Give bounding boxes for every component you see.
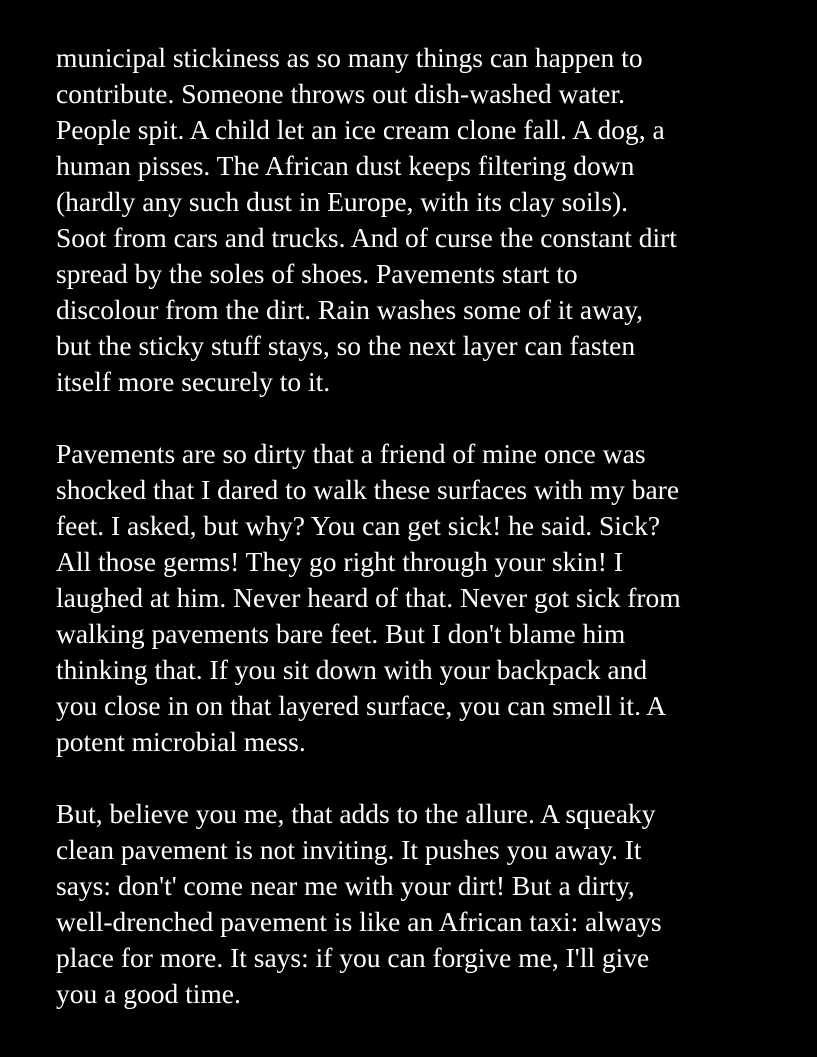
text-line: Soot from cars and trucks. And of curse the constant dirt (56, 222, 677, 253)
paragraph-2 (56, 436, 796, 760)
text-line: says: don't' come near me with your dirt! But a dirty, (56, 870, 635, 901)
text-line: Pavements are so dirty that a friend of mine once was (56, 438, 646, 469)
text-line: well-drenched pavement is like an African taxi: always (56, 906, 662, 937)
text-line: laughed at him. Never heard of that. Never got sick from (56, 582, 681, 613)
text-line: human pisses. The African dust keeps filtering down (56, 150, 635, 181)
text-line: (hardly any such dust in Europe, with its clay soils). (56, 186, 629, 217)
text-line: potent microbial mess. (56, 726, 306, 757)
text-line: contribute. Someone throws out dish-washed water. (56, 78, 625, 109)
text-line: shocked that I dared to walk these surfaces with my bare (56, 474, 680, 505)
text-line: clean pavement is not inviting. It pushes you away. It (56, 834, 642, 865)
text-line: but the sticky stuff stays, so the next layer can fasten (56, 330, 636, 361)
text-line: discolour from the dirt. Rain washes some of it away, (56, 294, 644, 325)
paragraph-1 (56, 40, 796, 400)
text-line: spread by the soles of shoes. Pavements start to (56, 258, 578, 289)
paragraph-3 (56, 796, 796, 1012)
text-line: you a good time. (56, 978, 241, 1009)
text-line: But, believe you me, that adds to the allure. A squeaky (56, 798, 656, 829)
text-line: All those germs! They go right through your skin! I (56, 546, 623, 577)
text-line: People spit. A child let an ice cream clone fall. A dog, a (56, 114, 665, 145)
text-line: place for more. It says: if you can forgive me, I'll give (56, 942, 650, 973)
text-line: itself more securely to it. (56, 366, 331, 397)
text-line: walking pavements bare feet. But I don't blame him (56, 618, 626, 649)
text-line: feet. I asked, but why? You can get sick! he said. Sick? (56, 510, 661, 541)
text-line: you close in on that layered surface, you can smell it. A (56, 690, 667, 721)
text-line: thinking that. If you sit down with your backpack and (56, 654, 648, 685)
text-line: municipal stickiness as so many things can happen to (56, 42, 643, 73)
